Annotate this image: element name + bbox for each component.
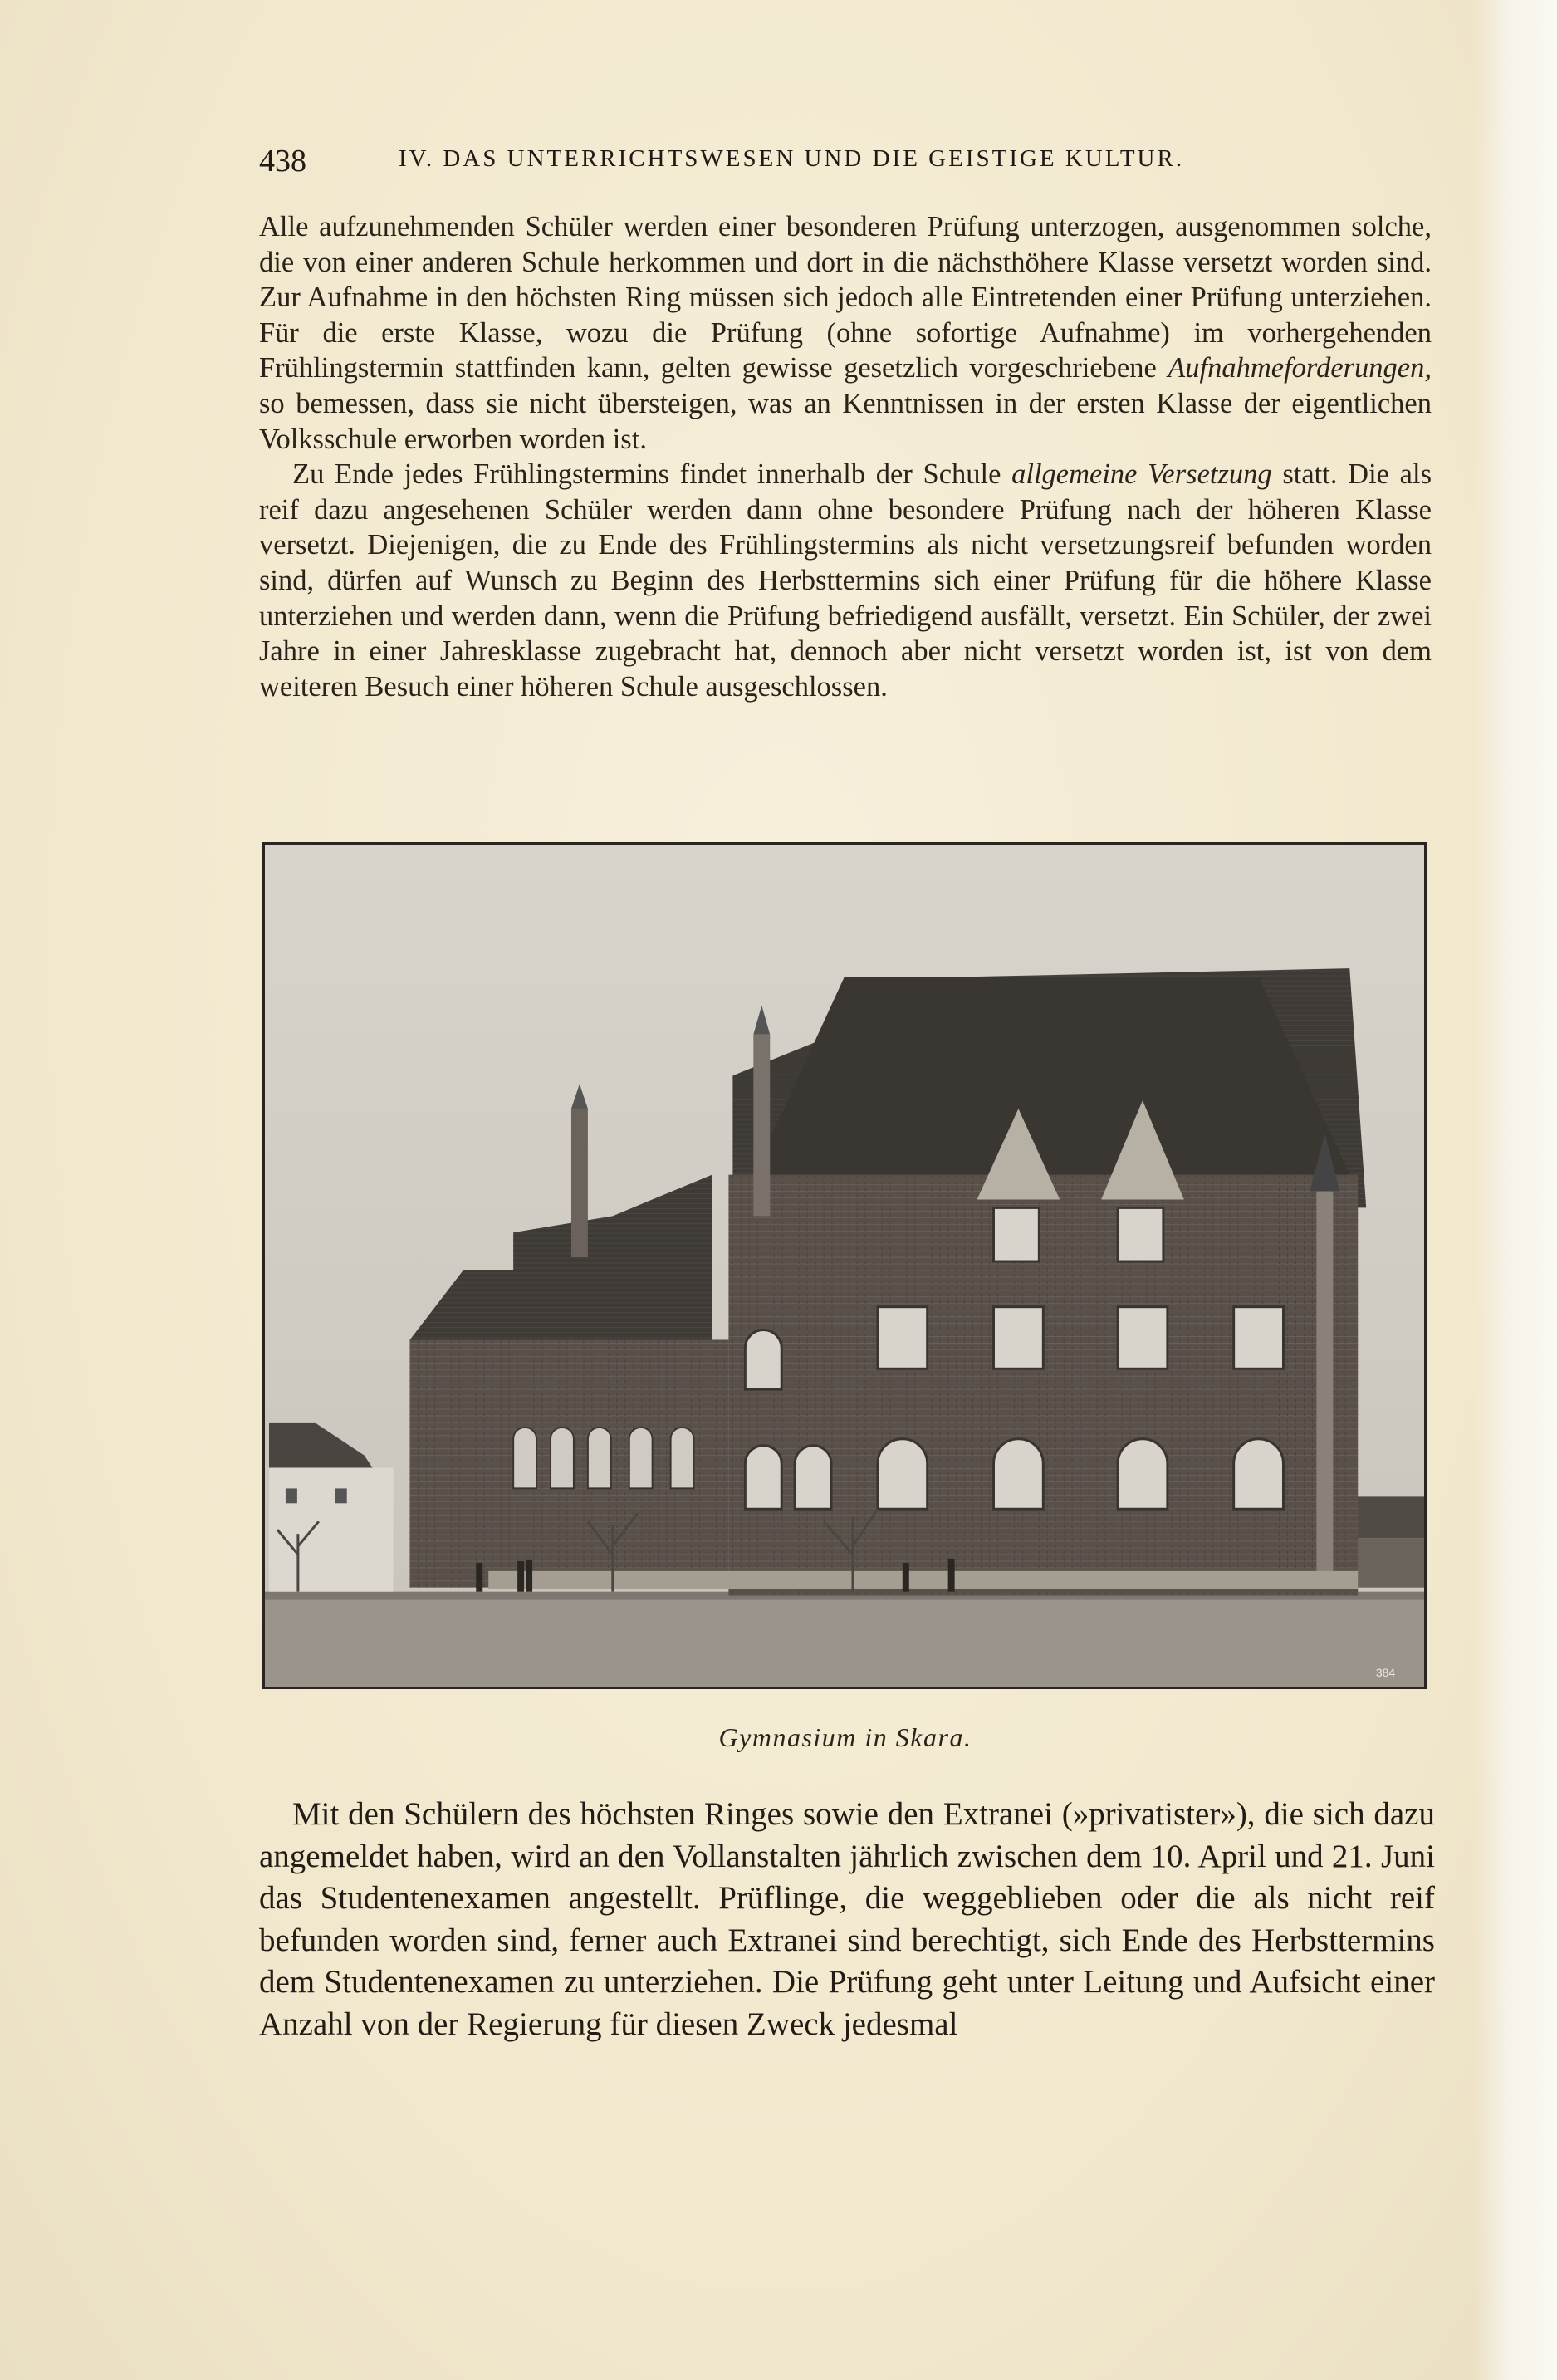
paragraph: Alle aufzunehmenden Schüler werden einer besonderen Prüfung unterzogen, ausgenommen solche, die von einer anderen Schule herkommen und dort in die nächsthöhere Klasse versetzt worden sind. Zur Aufnahme in den höchsten Ring müssen sich jedoch alle Eintretenden einer Prüfung unterziehen. Für die erste Klasse, wozu die Prüfung (ohne sofortige Aufnahme) im vorhergehenden Frühlingstermin stattfinden kann, gelten gewisse gesetzlich vorgeschriebene Aufnahmeforderungen, so bemessen, dass sie nicht übersteigen, was an Kenntnissen in der ersten Klasse der eigentlichen Volksschule erworben worden ist.: [259, 211, 1432, 455]
paragraph: Zu Ende jedes Frühlingstermins findet innerhalb der Schule allgemeine Versetzung statt. Die als reif dazu angesehenen Schüler werden dann ohne besondere Prüfung nach der höheren Klasse versetzt. Diejenigen, die zu Ende des Frühlingstermins als nicht versetzungsreif befunden worden sind, dürfen auf Wunsch zu Beginn des Herbsttermins sich einer Prüfung für die höhere Klasse unterziehen und werden dann, wenn die Prüfung befriedigend ausfällt, versetzt. Ein Schüler, der zwei Jahre in einer Jahresklasse zugebracht hat, dennoch aber nicht versetzt worden ist, ist von dem weiteren Besuch einer höheren Schule ausgeschlossen.: [259, 458, 1432, 703]
running-head-title: IV. DAS UNTERRICHTSWESEN UND DIE GEISTIGE KULTUR.: [399, 145, 1185, 172]
page-number: 438: [259, 144, 306, 179]
emphasis: allgemeine Versetzung: [1011, 458, 1272, 491]
plate-number: 384: [1375, 1666, 1396, 1680]
text-block-top: [259, 209, 1432, 704]
building-photo: [265, 845, 1424, 1687]
page-edge: [1474, 0, 1557, 2380]
figure-caption: Gymnasium in Skara.: [718, 1722, 972, 1752]
text-block-bottom: [259, 1794, 1435, 2045]
emphasis: Aufnahmeforderungen,: [1168, 352, 1432, 384]
running-header: [259, 143, 1434, 179]
paragraph: Mit den Schülern des höchsten Ringes sowie den Extranei (»privatister»), die sich dazu angemeldet haben, wird an den Vollanstalten jährlich zwischen dem 10. April und 21. Juni das Studentenexamen angestellt. Prüflinge, die weggeblieben oder die als nicht reif befunden worden sind, ferner auch Extranei sind berechtigt, sich Ende des Herbsttermins dem Studentenexamen zu unterziehen. Die Prüfung geht unter Leitung und Aufsicht einer Anzahl von der Regierung für diesen Zweck jedesmal: [259, 1796, 1435, 2042]
figure-photograph: [262, 842, 1427, 1689]
